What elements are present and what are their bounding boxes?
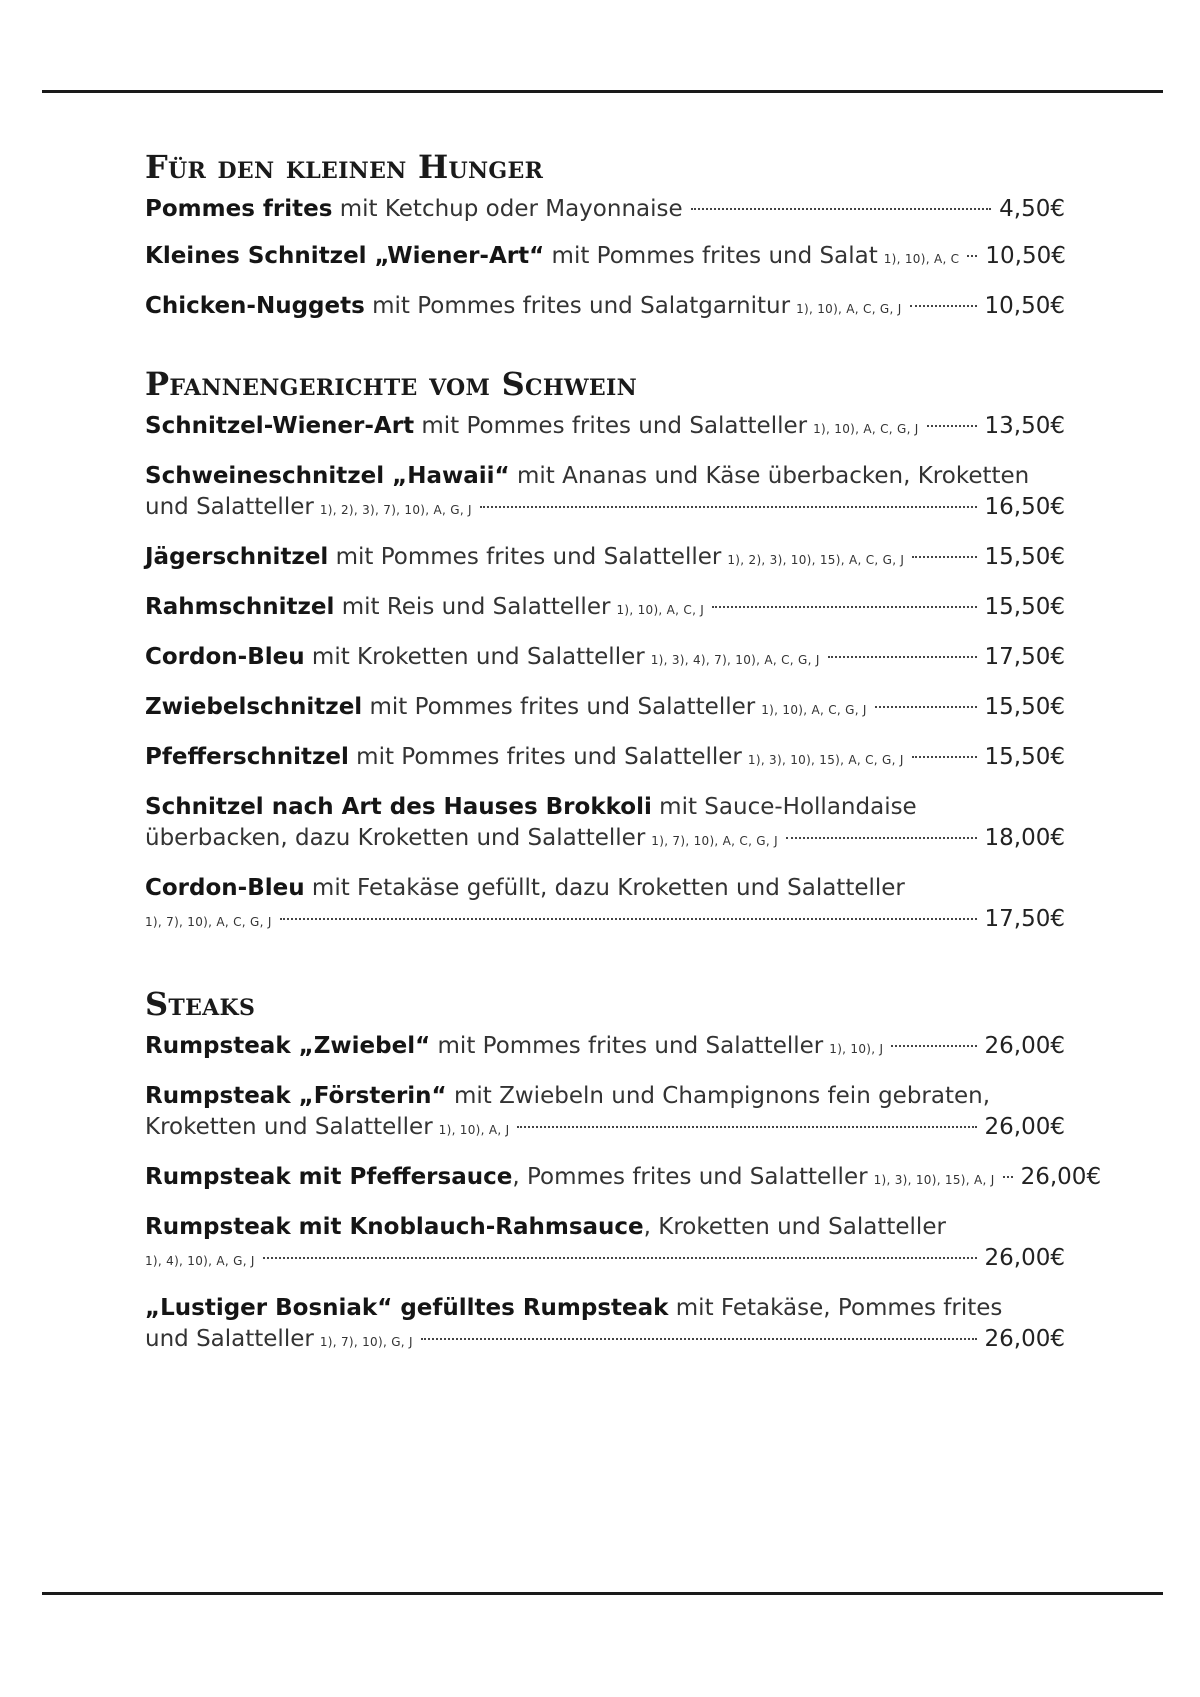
dish-price: 15,50€ [984,544,1065,570]
item-line [145,411,1065,445]
dish-price: 17,50€ [984,644,1065,670]
item-text [145,904,272,938]
item-line [145,241,1065,275]
leader-dots [927,425,977,427]
section-title: Steaks [145,985,256,1023]
item-first-line [145,461,1065,492]
dish-description: mit Reis und Salatteller [334,594,611,620]
item-text [145,692,867,726]
dish-description: mit Ananas und Käse überbacken, Kroketten [509,463,1030,489]
dish-name: Pommes frites [145,196,333,222]
item-line [145,542,1065,576]
leader-dots [967,255,977,257]
leader-dots [786,837,977,839]
dish-description-cont: Kroketten und Salatteller [145,1114,433,1140]
dish-price: 15,50€ [984,744,1065,770]
item-text [145,291,902,325]
item-line [145,692,1065,726]
leader-dots [480,506,977,508]
dish-description: mit Zwiebeln und Champignons fein gebraten, [446,1083,991,1109]
leader-dots [280,918,977,920]
menu-item [145,1293,1065,1358]
item-line [145,1324,1065,1358]
dish-price: 16,50€ [984,494,1065,520]
menu-list [145,411,1065,938]
dish-description: mit Pommes frites und Salat [544,243,878,269]
dish-description-cont: und Salatteller [145,494,314,520]
allergen-codes: 1), 3), 4), 7), 10), A, C, G, J [650,653,820,667]
allergen-codes: 1), 7), 10), G, J [319,1335,413,1349]
item-text [145,194,683,225]
bottom-divider [42,1592,1163,1595]
allergen-codes: 1), 3), 10), 15), A, J [873,1173,995,1187]
section-title: Für den kleinen Hunger [145,148,544,186]
leader-dots [421,1338,977,1340]
item-line [145,492,1065,526]
allergen-codes: 1), 10), J [829,1042,884,1056]
dish-price: 10,50€ [985,243,1066,269]
leader-dots [891,1045,976,1047]
dish-name: Pfefferschnitzel [145,744,349,770]
menu-item [145,873,1065,938]
dish-price: 10,50€ [984,293,1065,319]
item-first-line [145,1212,1065,1243]
allergen-codes: 1), 2), 3), 10), 15), A, C, G, J [727,553,905,567]
dish-name: Rumpsteak „Zwiebel“ [145,1033,431,1059]
menu-item [145,592,1065,626]
dish-name: Schweineschnitzel „Hawaii“ [145,463,510,489]
section-kleiner-hunger [145,148,1065,341]
dish-price: 18,00€ [984,825,1065,851]
dish-price: 15,50€ [984,594,1065,620]
menu-item [145,291,1065,325]
dish-price: 13,50€ [984,413,1065,439]
leader-dots [875,706,977,708]
item-line [145,823,1065,857]
item-line [145,642,1065,676]
dish-name: Schnitzel nach Art des Hauses Brokkoli [145,794,652,820]
dish-name: Schnitzel-Wiener-Art [145,413,415,439]
dish-name: Kleines Schnitzel „Wiener-Art“ [145,243,545,269]
item-text [145,1162,995,1196]
item-text [145,742,904,776]
item-first-line [145,792,1065,823]
section-steaks [145,985,1102,1374]
menu-item [145,692,1065,726]
allergen-codes: 1), 10), A, C, G, J [796,302,902,316]
menu-item [145,542,1065,576]
item-line [145,1162,1102,1196]
dish-description: mit Pommes frites und Salatteller [328,544,722,570]
menu-item [145,1162,1102,1196]
menu-item [145,241,1065,275]
leader-dots [912,556,976,558]
dish-description: mit Pommes frites und Salatteller [414,413,808,439]
dish-name: Jägerschnitzel [145,544,329,570]
dish-price: 26,00€ [984,1245,1065,1271]
dish-description: mit Pommes frites und Salatteller [348,744,742,770]
allergen-codes: 1), 7), 10), A, C, G, J [651,834,778,848]
item-line [145,291,1065,325]
leader-dots [263,1257,977,1259]
item-text [145,1243,255,1277]
item-line [145,592,1065,626]
item-text [145,1324,413,1358]
item-text [145,492,472,526]
item-line [145,1031,1065,1065]
item-text [145,542,904,576]
dish-name: Cordon-Bleu [145,875,305,901]
item-line [145,742,1065,776]
leader-dots [912,756,977,758]
dish-description: mit Kroketten und Salatteller [304,644,645,670]
item-text [145,241,959,275]
menu-item [145,1031,1065,1065]
dish-description: mit Fetakäse, Pommes frites [668,1295,1003,1321]
allergen-codes: 1), 2), 3), 7), 10), A, G, J [319,503,472,517]
allergen-codes: 1), 3), 10), 15), A, C, G, J [747,753,904,767]
item-line [145,1112,1065,1146]
item-text [145,642,820,676]
item-text [145,592,704,626]
dish-price: 26,00€ [1020,1164,1102,1190]
item-text [145,823,778,857]
dish-description-cont: und Salatteller [145,1326,314,1352]
dish-description: mit Pommes frites und Salatteller [362,694,756,720]
dish-description: mit Pommes frites und Salatgarnitur [364,293,791,319]
dish-name: Zwiebelschnitzel [145,694,363,720]
dish-description: mit Ketchup oder Mayonnaise [332,196,683,222]
item-line [145,1243,1065,1277]
dish-name: Rumpsteak mit Knoblauch-Rahmsauce [145,1214,644,1240]
menu-item [145,461,1065,526]
dish-price: 4,50€ [999,196,1065,222]
menu-item [145,194,1065,225]
item-first-line [145,873,1065,904]
dish-description: mit Sauce-Hollandaise [651,794,917,820]
menu-item [145,742,1065,776]
allergen-codes: 1), 10), A, C, G, J [813,422,919,436]
section-pfannengerichte [145,365,1065,954]
menu-item [145,792,1065,857]
leader-dots [1003,1176,1013,1178]
leader-dots [517,1126,976,1128]
allergen-codes: 1), 10), A, C, G, J [761,703,867,717]
dish-name: „Lustiger Bosniak“ gefülltes Rumpsteak [145,1295,669,1321]
dish-price: 26,00€ [984,1033,1065,1059]
menu-item [145,1212,1065,1277]
allergen-codes: 1), 7), 10), A, C, G, J [145,915,272,929]
menu-list [145,1031,1102,1358]
leader-dots [828,656,977,658]
leader-dots [910,305,977,307]
top-divider [42,90,1163,93]
dish-description: mit Fetakäse gefüllt, dazu Kroketten und Salatteller [304,875,905,901]
dish-price: 26,00€ [984,1326,1065,1352]
allergen-codes: 1), 4), 10), A, G, J [145,1254,255,1268]
leader-dots [691,208,992,210]
item-text [145,411,919,445]
item-line [145,904,1065,938]
section-title: Pfannengerichte vom Schwein [145,365,637,403]
dish-description: mit Pommes frites und Salatteller [430,1033,824,1059]
dish-price: 26,00€ [984,1114,1065,1140]
item-text [145,1112,509,1146]
leader-dots [712,606,976,608]
item-first-line [145,1293,1065,1324]
allergen-codes: 1), 10), A, C [883,252,960,266]
dish-name: Cordon-Bleu [145,644,305,670]
menu-item [145,411,1065,445]
item-line [145,194,1065,225]
item-text [145,1031,883,1065]
dish-description: , Pommes frites und Salatteller [512,1164,868,1190]
dish-name: Chicken-Nuggets [145,293,365,319]
menu-item [145,642,1065,676]
dish-name: Rumpsteak mit Pfeffersauce [145,1164,513,1190]
dish-name: Rahmschnitzel [145,594,335,620]
allergen-codes: 1), 10), A, J [438,1123,510,1137]
dish-description-cont: überbacken, dazu Kroketten und Salatteller [145,825,646,851]
item-first-line [145,1081,1065,1112]
menu-list [145,194,1065,325]
menu-item [145,1081,1065,1146]
dish-name: Rumpsteak „Försterin“ [145,1083,447,1109]
allergen-codes: 1), 10), A, C, J [616,603,705,617]
dish-description: , Kroketten und Salatteller [643,1214,946,1240]
dish-price: 17,50€ [984,906,1065,932]
dish-price: 15,50€ [984,694,1065,720]
